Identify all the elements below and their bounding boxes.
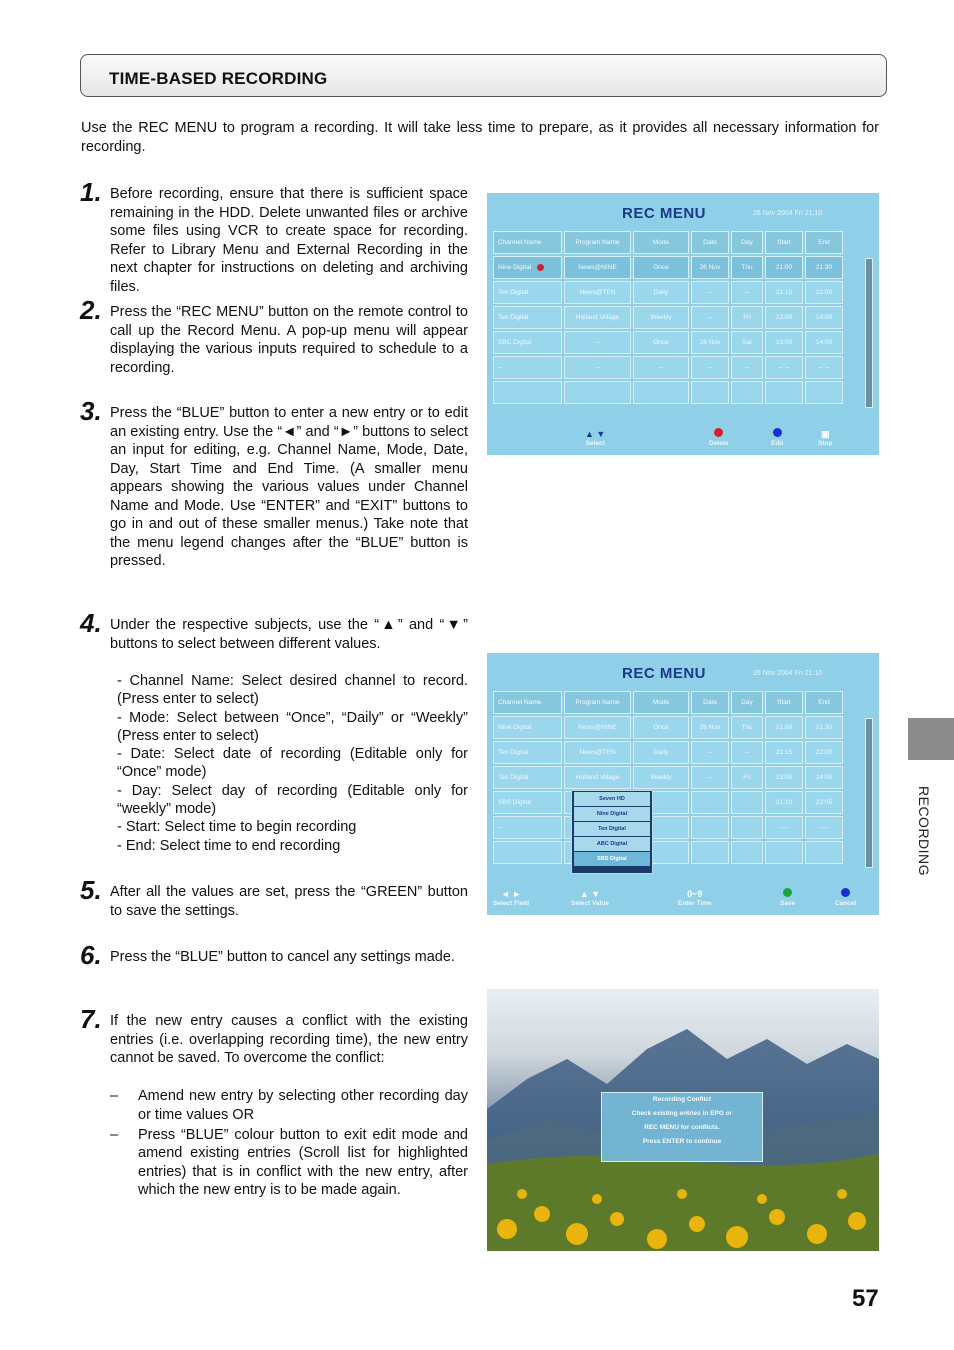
table-cell: Holland Village <box>564 766 631 789</box>
table-cell <box>731 816 763 839</box>
chapter-label: RECORDING <box>916 786 932 877</box>
table-cell: Ten Digital <box>493 281 562 304</box>
table-cell: Sat <box>731 331 763 354</box>
table-cell: 21:30 <box>805 256 843 279</box>
legend-delete <box>709 428 729 447</box>
table-row[interactable] <box>493 841 859 864</box>
step-5-number: 5. <box>80 875 102 905</box>
section-header <box>80 54 887 97</box>
table-cell: 26 Nov <box>691 716 729 739</box>
table-cell: --:-- <box>805 356 843 379</box>
table-cell: -- <box>493 816 562 839</box>
recording-conflict-screenshot <box>487 989 879 1251</box>
popup-item[interactable]: Ten Digital <box>574 822 650 836</box>
column-header: Start <box>765 231 803 254</box>
table-cell: -- <box>691 306 729 329</box>
left-right-arrows-icon: ◄ ► <box>500 889 522 899</box>
up-down-arrows-icon: ▲ ▼ <box>585 429 606 439</box>
blue-dot-icon <box>841 888 850 897</box>
stop-icon: ▣ <box>820 429 830 439</box>
step-2-text: Press the “REC MENU” button on the remote control to call up the Record Menu. A pop-up menu will appear displaying the various inputs required to schedule to a recording. <box>110 304 468 376</box>
table-cell: Once <box>633 256 689 279</box>
column-header: Program Name <box>564 691 631 714</box>
table-cell: 26 Nov <box>691 331 729 354</box>
table-cell: Nine Digital <box>493 256 562 279</box>
legend-stop <box>818 428 832 447</box>
table-cell: Thu <box>731 256 763 279</box>
table-row[interactable] <box>493 356 859 379</box>
list-item: - Start: Select time to begin recording <box>117 819 357 836</box>
datetime-readout: 26 Nov 2004 Fri 21:10 <box>753 210 823 217</box>
blue-dot-icon <box>773 428 782 437</box>
table-cell: Thu <box>731 716 763 739</box>
table-cell: Weekly <box>633 766 689 789</box>
table-cell: 14:00 <box>805 331 843 354</box>
table-cell: Daily <box>633 741 689 764</box>
table-cell: 26 Nov <box>691 256 729 279</box>
table-cell: News@NINE <box>564 716 631 739</box>
step-2-number: 2. <box>80 295 102 325</box>
table-cell: 13:00 <box>765 331 803 354</box>
column-header: End <box>805 231 843 254</box>
table-cell: Ten Digital <box>493 306 562 329</box>
dialog-line: Check existing entries in EPG or <box>631 1110 733 1117</box>
table-cell: Daily <box>633 281 689 304</box>
step-1-text: Before recording, ensure that there is sufficient space remaining in the HDD. Delete unwanted files or archive some files using VCR to create space for recording. Refer to Library Menu and External Recording in the next chapter for instructions on deleting and archiving files. <box>110 186 468 295</box>
table-header-row <box>493 231 859 254</box>
column-header: Mode <box>633 691 689 714</box>
dash-bullet: – <box>110 1126 119 1143</box>
green-dot-icon <box>783 888 792 897</box>
table-cell: SBC Digital <box>493 331 562 354</box>
dialog-line: REC MENU for conflicts. <box>644 1124 720 1131</box>
legend-save <box>780 888 795 907</box>
table-cell <box>731 841 763 864</box>
table-cell: -- <box>731 356 763 379</box>
table-cell <box>765 381 803 404</box>
table-cell: 14:00 <box>805 766 843 789</box>
scrollbar[interactable] <box>865 258 873 408</box>
record-dot-icon <box>537 264 544 271</box>
rec-menu-title: REC MENU <box>622 205 707 222</box>
legend-enter-time <box>678 888 711 907</box>
table-cell <box>493 841 562 864</box>
step-6-text: Press the “BLUE” button to cancel any settings made. <box>110 949 455 965</box>
column-header: Program Name <box>564 231 631 254</box>
column-header: Date <box>691 691 729 714</box>
dash-bullet: – <box>110 1088 119 1104</box>
table-cell: -- <box>731 281 763 304</box>
legend-label: Select Field <box>493 900 530 907</box>
column-header: Start <box>765 691 803 714</box>
table-cell: 21:00 <box>765 716 803 739</box>
column-header: End <box>805 691 843 714</box>
column-header: Channel Name <box>493 691 562 714</box>
table-cell <box>493 381 562 404</box>
popup-item-selected[interactable]: SBS Digital <box>574 852 650 866</box>
table-cell <box>564 381 631 404</box>
recording-table <box>493 691 859 866</box>
table-cell: News@TEN <box>564 281 631 304</box>
table-cell: 21:30 <box>805 716 843 739</box>
table-cell: -- <box>564 356 631 379</box>
column-header: Day <box>731 231 763 254</box>
popup-item[interactable]: ABC Digital <box>574 837 650 851</box>
column-header: Mode <box>633 231 689 254</box>
table-cell <box>731 791 763 814</box>
table-cell <box>691 841 729 864</box>
table-cell: 21:15 <box>765 741 803 764</box>
table-cell: News@NINE <box>564 256 631 279</box>
chapter-tab <box>908 718 954 760</box>
step-4-text: Under the respective subjects, use the “▲” and “▼” buttons to select between different values. <box>110 617 468 652</box>
table-cell: Fri <box>731 766 763 789</box>
popup-item[interactable]: Nine Digital <box>574 807 650 821</box>
table-row[interactable] <box>493 816 859 839</box>
step-7-text: If the new entry causes a conflict with the existing entries (i.e. overlapping recording time), the new entry cannot be saved. To overcome the conflict: <box>110 1013 468 1066</box>
rec-menu-title: REC MENU <box>622 665 707 682</box>
table-cell: 21:00 <box>765 256 803 279</box>
table-row[interactable] <box>493 256 859 279</box>
table-cell: 14:00 <box>805 306 843 329</box>
table-cell <box>691 791 729 814</box>
legend-select-value <box>571 888 609 907</box>
conflict-dialog <box>601 1092 763 1162</box>
table-row[interactable] <box>493 791 859 814</box>
step-5-text: After all the values are set, press the “GREEN” button to save the settings. <box>110 884 468 919</box>
list-item: - Date: Select date of recording (Editable only for “Once” mode) <box>117 746 468 781</box>
channel-popup-menu <box>571 790 653 874</box>
list-item-text: Amend new entry by selecting other recording day or time values OR <box>138 1088 468 1123</box>
legend-label: Select <box>585 440 605 447</box>
table-cell: 22:00 <box>805 281 843 304</box>
legend-label: Enter Time <box>678 900 712 907</box>
legend-label: Stop <box>818 440 833 447</box>
table-cell <box>633 381 689 404</box>
table-row[interactable] <box>493 766 859 789</box>
intro-paragraph: Use the REC MENU to program a recording. It will take less time to prepare, as it provides all necessary information for recording. <box>81 120 879 155</box>
table-cell: Ten Digital <box>493 766 562 789</box>
table-cell <box>731 381 763 404</box>
column-header: Channel Name <box>493 231 562 254</box>
table-header-row <box>493 691 859 714</box>
list-item: - End: Select time to end recording <box>117 837 341 854</box>
table-cell: 22:05 <box>805 791 843 814</box>
rec-menu-screenshot <box>487 193 879 455</box>
section-title: TIME-BASED RECORDING <box>109 69 328 88</box>
table-cell: 22:00 <box>805 741 843 764</box>
table-cell: 13:00 <box>765 306 803 329</box>
table-cell <box>765 841 803 864</box>
table-cell: -- <box>493 356 562 379</box>
digits-label: 0~9 <box>687 889 703 899</box>
dialog-title: Recording Conflict <box>652 1096 712 1103</box>
legend-label: Save <box>780 900 796 907</box>
step-3-number: 3. <box>80 396 102 426</box>
step-3-text: Press the “BLUE” button to enter a new entry or to edit an existing entry. Use the “◄” and “►” buttons to select an input for editing, e.g. Channel Name, Mode, Date, Day, Start Time and End Time. (A smaller menu appears showing the various values under Channel Name and Mode. Use “ENTER” and “EXIT” buttons to go in and out of these smaller menus.) Take note that the menu legend changes after the “BLUE” button is pressed. <box>110 405 468 569</box>
table-cell: 21:10 <box>765 791 803 814</box>
table-cell <box>691 381 729 404</box>
table-row[interactable] <box>493 306 859 329</box>
red-dot-icon <box>714 428 723 437</box>
table-cell: Ten Digital <box>493 741 562 764</box>
step-4-value-list <box>117 672 468 855</box>
table-cell: -- <box>731 741 763 764</box>
legend-cancel <box>835 888 856 907</box>
popup-item[interactable]: Seven HD <box>574 792 650 806</box>
table-cell: -- <box>564 331 631 354</box>
table-cell <box>805 841 843 864</box>
list-item: - Mode: Select between “Once”, “Daily” or “Weekly” (Press enter to select) <box>117 709 468 744</box>
table-cell: -- <box>691 741 729 764</box>
table-cell: -- <box>691 356 729 379</box>
table-cell: --:-- <box>765 816 803 839</box>
table-cell: -- <box>691 766 729 789</box>
step-7-number: 7. <box>80 1004 102 1034</box>
scrollbar[interactable] <box>865 718 873 868</box>
legend-label: Delete <box>709 440 729 447</box>
table-row[interactable] <box>493 381 859 404</box>
column-header: Day <box>731 691 763 714</box>
table-cell: Once <box>633 331 689 354</box>
step-1-number: 1. <box>80 177 102 207</box>
table-row[interactable] <box>493 741 859 764</box>
step-4-number: 4. <box>80 608 102 638</box>
legend-select <box>585 428 605 447</box>
table-cell: Fri <box>731 306 763 329</box>
list-item <box>110 1126 468 1200</box>
dialog-line: Press ENTER to continue <box>642 1138 722 1145</box>
table-row[interactable] <box>493 716 859 739</box>
table-cell: Holland Village <box>564 306 631 329</box>
rec-menu-edit-screenshot <box>487 653 879 915</box>
datetime-readout: 26 Nov 2004 Fri 21:10 <box>753 670 823 677</box>
table-cell: --:-- <box>805 816 843 839</box>
step-7-option-list <box>110 1087 468 1201</box>
list-item: - Day: Select day of recording (Editable only for “weekly” mode) <box>117 782 468 818</box>
table-cell: News@TEN <box>564 741 631 764</box>
table-cell: Weekly <box>633 306 689 329</box>
legend-edit <box>771 428 783 447</box>
table-row[interactable] <box>493 281 859 304</box>
list-item: - Channel Name: Select desired channel to record. (Press enter to select) <box>117 673 468 708</box>
step-6-number: 6. <box>80 940 102 970</box>
table-cell <box>805 381 843 404</box>
list-item <box>110 1087 468 1124</box>
legend-select-field <box>493 888 529 907</box>
recording-table <box>493 231 859 406</box>
table-cell: -- <box>691 281 729 304</box>
table-cell: -- <box>633 356 689 379</box>
table-cell: --:-- <box>765 356 803 379</box>
table-cell: Nine Digital <box>493 716 562 739</box>
up-down-arrows-icon: ▲ ▼ <box>579 889 601 899</box>
table-cell: 21:15 <box>765 281 803 304</box>
list-item-text: Press “BLUE” colour button to exit edit mode and amend existing entries (Scroll list for highlighted entries) that is in conflict with the new entry, after which the new entry is to be made again. <box>138 1126 468 1198</box>
table-cell <box>691 816 729 839</box>
page-number: 57 <box>852 1285 879 1312</box>
table-cell: 13:00 <box>765 766 803 789</box>
legend-label: Select Value <box>571 900 609 907</box>
legend-label: Cancel <box>835 900 857 907</box>
table-cell: SBS Digital <box>493 791 562 814</box>
table-row[interactable] <box>493 331 859 354</box>
table-cell: Once <box>633 716 689 739</box>
column-header: Date <box>691 231 729 254</box>
legend-label: Edit <box>771 440 784 447</box>
